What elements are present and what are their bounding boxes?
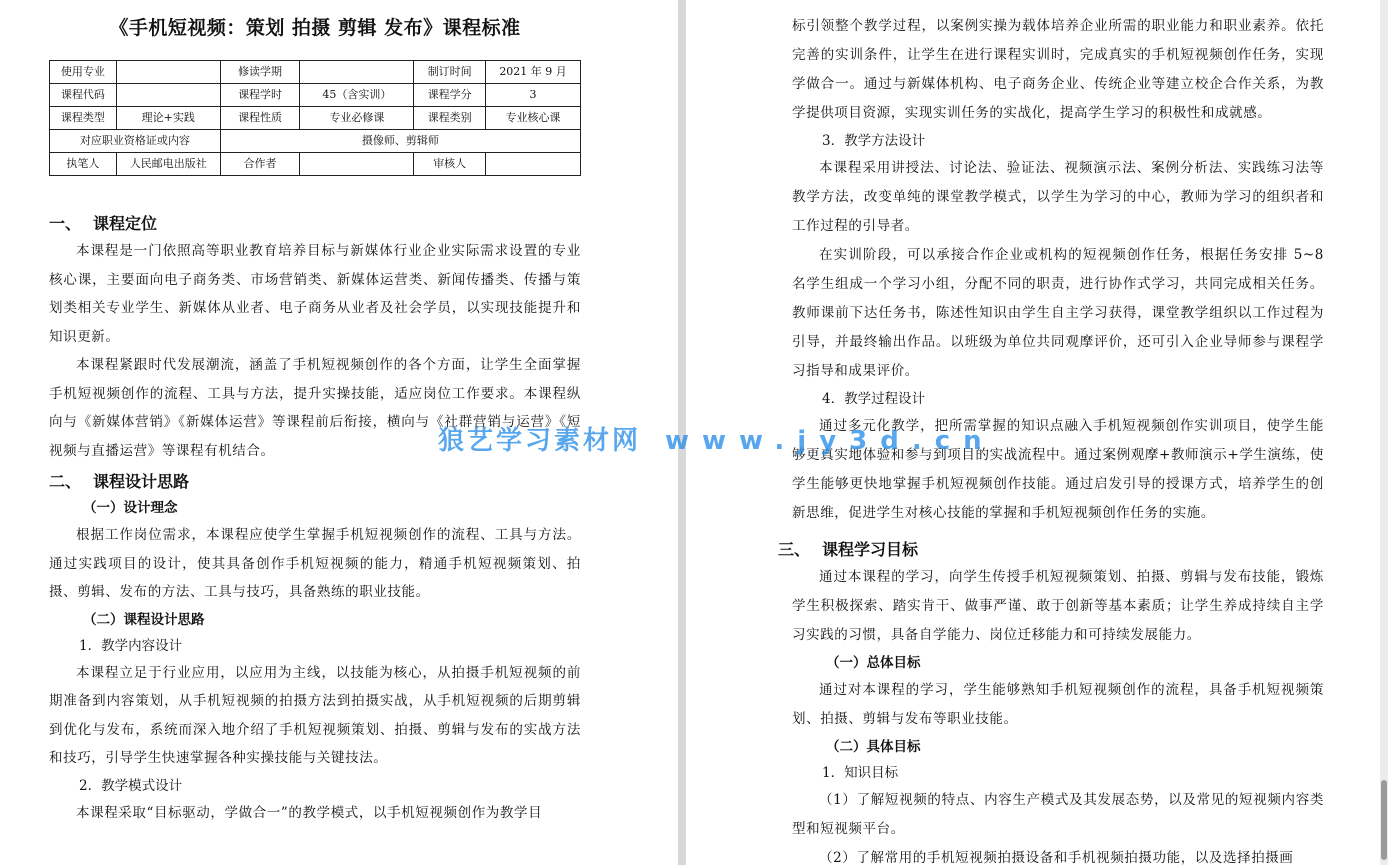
table-cell: 摄像师、剪辑师 [220, 130, 580, 153]
paragraph: 本课程采用讲授法、讨论法、验证法、视频演示法、案例分析法、实践练习法等教学方法，改变单纯的课堂教学模式，以学生为学习的中心，教师为学习的组织者和工作过程的引导者。 [792, 160, 1324, 234]
paragraph: 本课程立足于行业应用，以应用为主线，以技能为核心，从拍摄手机短视频的前期准备到内容策划，从手机短视频的拍摄方法到拍摄实战，从手机短视频的后期剪辑到优化与发布，系统而深入地介绍了手机短视频策划、拍摄、剪辑与发布的实战方法和技巧，引导学生快速掌握各种实操技能与关键技法。 [49, 664, 581, 766]
paragraph: 通过多元化教学，把所需掌握的知识点融入手机短视频创作实训项目，使学生能够更真实地体验和参与到项目的实战流程中。通过案例观摩+教师演示+学生演练，使学生能够更快地掌握手机短视频创作技能。通过启发引导的授课方式，培养学生的创新思维，促进学生对核心技能的掌握和手机短视频创作任务的实施。 [792, 418, 1324, 521]
table-row [50, 84, 581, 107]
table-cell [300, 153, 414, 176]
table-cell [300, 61, 414, 84]
table-cell: 课程学时 [220, 84, 300, 107]
section-heading-course-positioning [49, 210, 581, 237]
table-cell: 3 [486, 84, 581, 107]
table-row [50, 130, 581, 153]
paragraph: 本课程紧跟时代发展潮流，涵盖了手机短视频创作的各个方面，让学生全面掌握手机短视频创作的流程、工具与方法，提升实操技能，适应岗位工作要求。本课程纵向与《新媒体营销》《新媒体运营》等课程前后衔接，横向与《社群营销与运营》《短视频与直播运营》等课程有机结合。 [49, 357, 581, 459]
paragraph: 通过对本课程的学习，学生能够熟知手机短视频创作的流程，具备手机短视频策划、拍摄、剪辑与发布等职业技能。 [792, 682, 1324, 727]
table-row [50, 107, 581, 130]
section-heading-design-approach [49, 468, 581, 495]
paragraph: 标引领整个教学过程，以案例实操为载体培养企业所需的职业能力和职业素养。依托完善的实训条件，让学生在进行课程实训时，完成真实的手机短视频创作任务，实现学做合一。通过与新媒体机构、电子商务企业、传统企业等建立校企合作关系，为教学提供项目资源，实现实训任务的实战化，提高学生学习的积极性和成就感。 [792, 18, 1324, 121]
subsubheading: 1．教学内容设计 [79, 637, 183, 654]
table-cell: 课程学分 [414, 84, 486, 107]
subsubheading: 2．教学模式设计 [79, 777, 183, 794]
table-cell: 课程代码 [50, 84, 117, 107]
section-title: 课程定位 [93, 214, 158, 233]
table-cell [486, 153, 581, 176]
section-title: 课程设计思路 [93, 472, 190, 491]
paragraph: 通过本课程的学习，向学生传授手机短视频策划、拍摄、剪辑与发布技能，锻炼学生积极探索、踏实肯干、做事严谨、敢于创新等基本素质；让学生养成持续自主学习实践的习惯，具备自学能力、岗位迁移能力和可持续发展能力。 [792, 569, 1324, 643]
watermark [438, 420, 995, 457]
paragraph: （1）了解短视频的特点、内容生产模式及其发展态势，以及常见的短视频内容类型和短视频平台。 [792, 792, 1324, 837]
table-cell: 45（含实训） [300, 84, 414, 107]
subsubheading: 3．教学方法设计 [822, 133, 926, 149]
table-cell: 合作者 [220, 153, 300, 176]
watermark-url: www.jy3d.cn [665, 426, 995, 456]
table-cell: 理论+实践 [116, 107, 220, 130]
paragraph: （2）了解常用的手机短视频拍摄设备和手机视频拍摄功能，以及选择拍摄画 [819, 850, 1294, 865]
subheading: （二）具体目标 [826, 739, 921, 755]
section-number: 二、 [49, 472, 82, 491]
subsubheading: 4．教学过程设计 [822, 391, 926, 407]
table-row [50, 61, 581, 84]
vertical-scrollbar[interactable] [1380, 0, 1388, 865]
subheading: （一）设计理念 [83, 500, 178, 516]
table-cell [116, 84, 220, 107]
table-cell: 专业核心课 [486, 107, 581, 130]
subsubheading: 1．知识目标 [822, 765, 899, 781]
watermark-brand: 狼艺学习素材网 [438, 426, 642, 456]
table-cell: 使用专业 [50, 61, 117, 84]
paragraph: 根据工作岗位需求，本课程应使学生掌握手机短视频创作的流程、工具与方法。通过实践项目的设计，使其具备创作手机短视频的能力，精通手机短视频策划、拍摄、剪辑、发布的方法、工具与技巧，具备熟练的职业技能。 [49, 527, 581, 600]
table-cell: 执笔人 [50, 153, 117, 176]
course-info-table [49, 60, 581, 176]
section-number: 三、 [778, 540, 811, 559]
table-cell: 制订时间 [414, 61, 486, 84]
table-cell [116, 61, 220, 84]
document-title: 《手机短视频：策划 拍摄 剪辑 发布》课程标准 [109, 17, 521, 39]
table-cell: 课程类型 [50, 107, 117, 130]
section-number: 一、 [49, 214, 82, 233]
table-cell: 修读学期 [220, 61, 300, 84]
table-cell: 课程类别 [414, 107, 486, 130]
table-row [50, 153, 581, 176]
paragraph: 本课程采取“目标驱动，学做合一”的教学模式，以手机短视频创作为教学目 [76, 804, 543, 821]
table-cell: 2021 年 9 月 [486, 61, 581, 84]
table-cell: 人民邮电出版社 [116, 153, 220, 176]
subheading: （一）总体目标 [826, 655, 921, 671]
section-heading-learning-goals [778, 536, 1324, 563]
table-cell: 专业必修课 [300, 107, 414, 130]
table-cell: 课程性质 [220, 107, 300, 130]
scrollbar-thumb[interactable] [1381, 780, 1387, 860]
table-cell: 审核人 [414, 153, 486, 176]
paragraph: 本课程是一门依照高等职业教育培养目标与新媒体行业企业实际需求设置的专业核心课，主要面向电子商务类、市场营销类、新媒体运营类、新闻传播类、传播与策划类相关专业学生、新媒体从业者、电子商务从业者及社会学员，以实现技能提升和知识更新。 [49, 243, 581, 345]
paragraph: 在实训阶段，可以承接合作企业或机构的短视频创作任务，根据任务安排 5~8 名学生组成一个学习小组，分配不同的职责，进行协作式学习，共同完成相关任务。教师课前下达任务书，陈述性知识由学生自主学习获得，课堂教学组织以工作过程为引导，并最终输出作品。以班级为单位共同观摩评价，还可引入企业导师参与课程学习指导和成果评价。 [792, 247, 1324, 379]
table-cell: 对应职业资格证或内容 [50, 130, 221, 153]
section-title: 课程学习目标 [822, 540, 919, 559]
subheading: （二）课程设计思路 [83, 611, 205, 628]
